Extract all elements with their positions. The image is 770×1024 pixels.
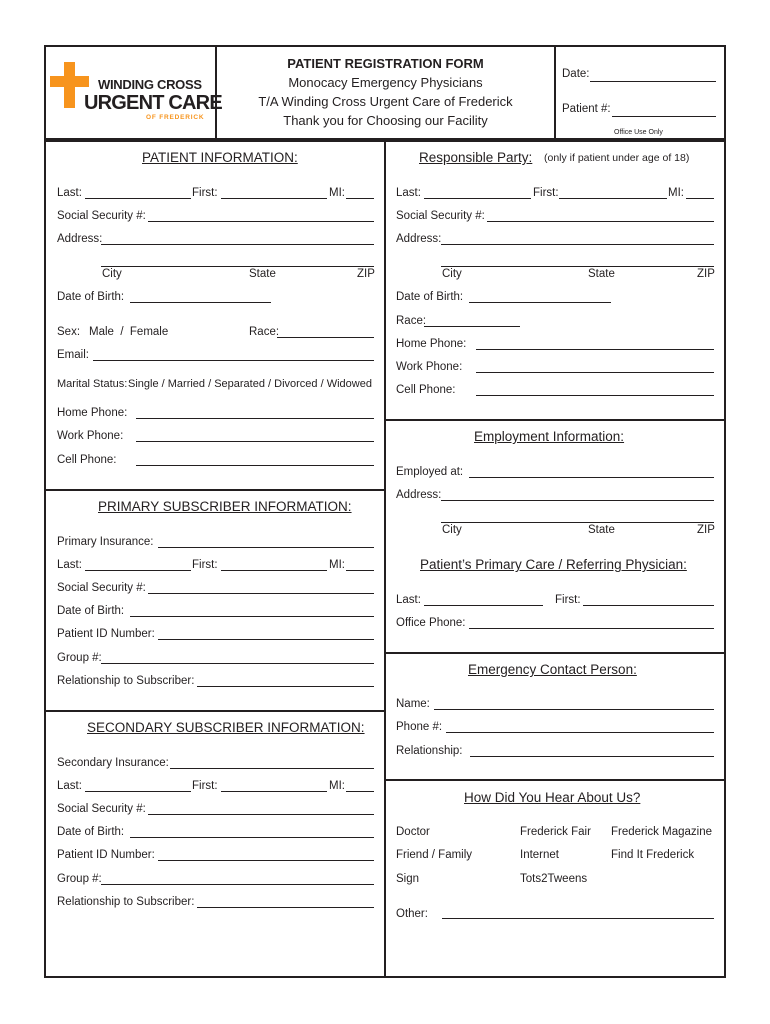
- patient-cell-phone-field[interactable]: [136, 465, 374, 466]
- primary-last-label: Last:: [57, 559, 82, 571]
- physician-heading: Patient’s Primary Care / Referring Physician:: [420, 557, 687, 572]
- patient-address-label: Address:: [57, 233, 103, 245]
- resp-ssn-label: Social Security #:: [396, 210, 485, 222]
- title-block: [215, 45, 556, 140]
- patient-mi-label: MI:: [329, 187, 345, 199]
- marital-status-label: Marital Status:: [57, 378, 128, 390]
- secondary-patient-id-field[interactable]: [158, 860, 374, 861]
- patient-work-phone-label: Work Phone:: [57, 430, 124, 442]
- secondary-relationship-field[interactable]: [197, 907, 374, 908]
- resp-home-phone-field[interactable]: [476, 349, 714, 350]
- resp-last-field[interactable]: [424, 198, 531, 199]
- hear-option-tots2tweens[interactable]: Tots2Tweens: [520, 873, 588, 885]
- patient-email-label: Email:: [57, 349, 89, 361]
- emergency-name-field[interactable]: [434, 709, 714, 710]
- office-use-box: [554, 45, 726, 140]
- emp-address-line2[interactable]: [441, 522, 714, 523]
- emergency-phone-field[interactable]: [446, 732, 714, 733]
- secondary-mi-label: MI:: [329, 780, 345, 792]
- primary-group-label: Group #:: [57, 652, 102, 664]
- patient-address-line2[interactable]: [101, 266, 374, 267]
- subtitle-2: T/A Winding Cross Urgent Care of Frederick: [258, 94, 513, 109]
- responsible-party-heading: Responsible Party:: [419, 150, 533, 165]
- primary-relationship-label: Relationship to Subscriber:: [57, 675, 195, 687]
- emp-address-label: Address:: [396, 489, 442, 501]
- secondary-mi-field[interactable]: [346, 791, 374, 792]
- hear-option-internet[interactable]: Internet: [520, 849, 559, 861]
- patient-home-phone-label: Home Phone:: [57, 407, 128, 419]
- employed-at-field[interactable]: [469, 477, 714, 478]
- patient-state-label: State: [249, 268, 276, 280]
- primary-mi-field[interactable]: [346, 570, 374, 571]
- secondary-dob-field[interactable]: [130, 837, 374, 838]
- secondary-first-label: First:: [192, 780, 218, 792]
- subtitle-3: Thank you for Choosing our Facility: [283, 113, 488, 128]
- secondary-last-field[interactable]: [85, 791, 191, 792]
- primary-first-label: First:: [192, 559, 218, 571]
- office-phone-label: Office Phone:: [396, 617, 466, 629]
- emp-address-field[interactable]: [441, 500, 714, 501]
- patient-address-field[interactable]: [101, 244, 374, 245]
- resp-address-field[interactable]: [441, 244, 714, 245]
- resp-race-label: Race:: [396, 315, 427, 327]
- secondary-group-field[interactable]: [101, 884, 374, 885]
- resp-mi-field[interactable]: [686, 198, 714, 199]
- date-label: Date:: [562, 68, 590, 80]
- hear-other-label: Other:: [396, 908, 428, 920]
- resp-zip-label: ZIP: [697, 268, 715, 280]
- primary-first-field[interactable]: [221, 570, 327, 571]
- secondary-dob-label: Date of Birth:: [57, 826, 125, 838]
- secondary-ssn-label: Social Security #:: [57, 803, 146, 815]
- secondary-relationship-label: Relationship to Subscriber:: [57, 896, 195, 908]
- responsible-party-box: [384, 140, 726, 421]
- secondary-insurance-field[interactable]: [170, 768, 374, 769]
- resp-cell-phone-field[interactable]: [476, 395, 714, 396]
- office-phone-field[interactable]: [469, 628, 714, 629]
- hear-option-doctor[interactable]: Doctor: [396, 826, 430, 838]
- employment-heading: Employment Information:: [474, 429, 625, 444]
- patient-ssn-field[interactable]: [148, 221, 374, 222]
- patient-first-field[interactable]: [221, 198, 327, 199]
- primary-dob-field[interactable]: [130, 616, 374, 617]
- emp-zip-label: ZIP: [697, 524, 715, 536]
- patient-email-field[interactable]: [93, 360, 374, 361]
- office-use-note: Office Use Only: [614, 129, 663, 136]
- primary-patient-id-label: Patient ID Number:: [57, 628, 155, 640]
- primary-insurance-field[interactable]: [158, 547, 374, 548]
- secondary-ssn-field[interactable]: [148, 814, 374, 815]
- resp-home-phone-label: Home Phone:: [396, 338, 467, 350]
- primary-group-field[interactable]: [101, 663, 374, 664]
- physician-first-label: First:: [555, 594, 581, 606]
- subtitle-1: Monocacy Emergency Physicians: [288, 75, 483, 90]
- patient-last-field[interactable]: [85, 198, 191, 199]
- patient-last-label: Last:: [57, 187, 82, 199]
- resp-address-label: Address:: [396, 233, 442, 245]
- logo-line3: OF FREDERICK: [146, 114, 205, 121]
- secondary-subscriber-box: [44, 710, 386, 978]
- resp-city-label: City: [442, 268, 462, 280]
- physician-last-label: Last:: [396, 594, 421, 606]
- secondary-subscriber-heading: SECONDARY SUBSCRIBER INFORMATION:: [87, 720, 365, 735]
- secondary-patient-id-label: Patient ID Number:: [57, 849, 155, 861]
- patient-sex-label: Sex:: [57, 326, 81, 338]
- patient-number-label: Patient #:: [562, 103, 611, 115]
- hear-option-frederick-fair[interactable]: Frederick Fair: [520, 826, 591, 838]
- patient-dob-label: Date of Birth:: [57, 291, 125, 303]
- hear-option-frederick-magazine[interactable]: Frederick Magazine: [611, 826, 712, 838]
- resp-dob-field[interactable]: [469, 302, 611, 303]
- employed-at-label: Employed at:: [396, 466, 464, 478]
- resp-last-label: Last:: [396, 187, 421, 199]
- resp-first-label: First:: [533, 187, 559, 199]
- patient-number-field[interactable]: [612, 116, 716, 117]
- secondary-insurance-label: Secondary Insurance:: [57, 757, 169, 769]
- patient-info-heading: PATIENT INFORMATION:: [142, 150, 298, 165]
- emp-state-label: State: [588, 524, 615, 536]
- physician-first-field[interactable]: [583, 605, 714, 606]
- patient-race-label: Race:: [249, 326, 280, 338]
- resp-mi-label: MI:: [668, 187, 684, 199]
- patient-zip-label: ZIP: [357, 268, 375, 280]
- patient-ssn-label: Social Security #:: [57, 210, 146, 222]
- patient-sex-options[interactable]: Male / Female: [89, 326, 169, 338]
- marital-status-options[interactable]: Single / Married / Separated / Divorced / Widowed: [128, 378, 372, 390]
- patient-race-field[interactable]: [277, 337, 374, 338]
- resp-address-line2[interactable]: [441, 266, 714, 267]
- patient-mi-field[interactable]: [346, 198, 374, 199]
- resp-dob-label: Date of Birth:: [396, 291, 464, 303]
- hear-option-sign[interactable]: Sign: [396, 873, 420, 885]
- resp-race-field[interactable]: [424, 326, 520, 327]
- resp-work-phone-label: Work Phone:: [396, 361, 463, 373]
- secondary-first-field[interactable]: [221, 791, 327, 792]
- emergency-name-label: Name:: [396, 698, 430, 710]
- resp-first-field[interactable]: [559, 198, 667, 199]
- emergency-contact-heading: Emergency Contact Person:: [468, 662, 637, 677]
- patient-dob-field[interactable]: [130, 302, 271, 303]
- primary-insurance-label: Primary Insurance:: [57, 536, 154, 548]
- patient-first-label: First:: [192, 187, 218, 199]
- form-title: PATIENT REGISTRATION FORM: [287, 56, 484, 71]
- patient-home-phone-field[interactable]: [136, 418, 374, 419]
- emergency-relationship-label: Relationship:: [396, 745, 463, 757]
- logo-line2: URGENT CARE: [84, 92, 222, 114]
- patient-city-label: City: [102, 268, 122, 280]
- logo: [50, 60, 222, 130]
- resp-ssn-field[interactable]: [487, 221, 714, 222]
- hear-option-find-it-frederick[interactable]: Find It Frederick: [611, 849, 695, 861]
- primary-mi-label: MI:: [329, 559, 345, 571]
- emergency-relationship-field[interactable]: [470, 756, 714, 757]
- secondary-group-label: Group #:: [57, 873, 102, 885]
- patient-cell-phone-label: Cell Phone:: [57, 454, 117, 466]
- hear-other-field[interactable]: [442, 918, 714, 919]
- physician-last-field[interactable]: [424, 605, 543, 606]
- primary-ssn-label: Social Security #:: [57, 582, 146, 594]
- date-field[interactable]: [590, 81, 716, 82]
- primary-subscriber-heading: PRIMARY SUBSCRIBER INFORMATION:: [98, 499, 352, 514]
- primary-patient-id-field[interactable]: [158, 639, 374, 640]
- emergency-phone-label: Phone #:: [396, 721, 443, 733]
- secondary-last-label: Last:: [57, 780, 82, 792]
- resp-state-label: State: [588, 268, 615, 280]
- resp-work-phone-field[interactable]: [476, 372, 714, 373]
- primary-last-field[interactable]: [85, 570, 191, 571]
- primary-dob-label: Date of Birth:: [57, 605, 125, 617]
- resp-cell-phone-label: Cell Phone:: [396, 384, 456, 396]
- logo-line1: WINDING CROSS: [98, 77, 202, 92]
- responsible-party-note: (only if patient under age of 18): [544, 152, 690, 164]
- patient-work-phone-field[interactable]: [136, 441, 374, 442]
- primary-ssn-field[interactable]: [148, 593, 374, 594]
- primary-relationship-field[interactable]: [197, 686, 374, 687]
- how-heard-heading: How Did You Hear About Us?: [464, 790, 641, 805]
- hear-option-friend-family[interactable]: Friend / Family: [396, 849, 473, 861]
- emp-city-label: City: [442, 524, 462, 536]
